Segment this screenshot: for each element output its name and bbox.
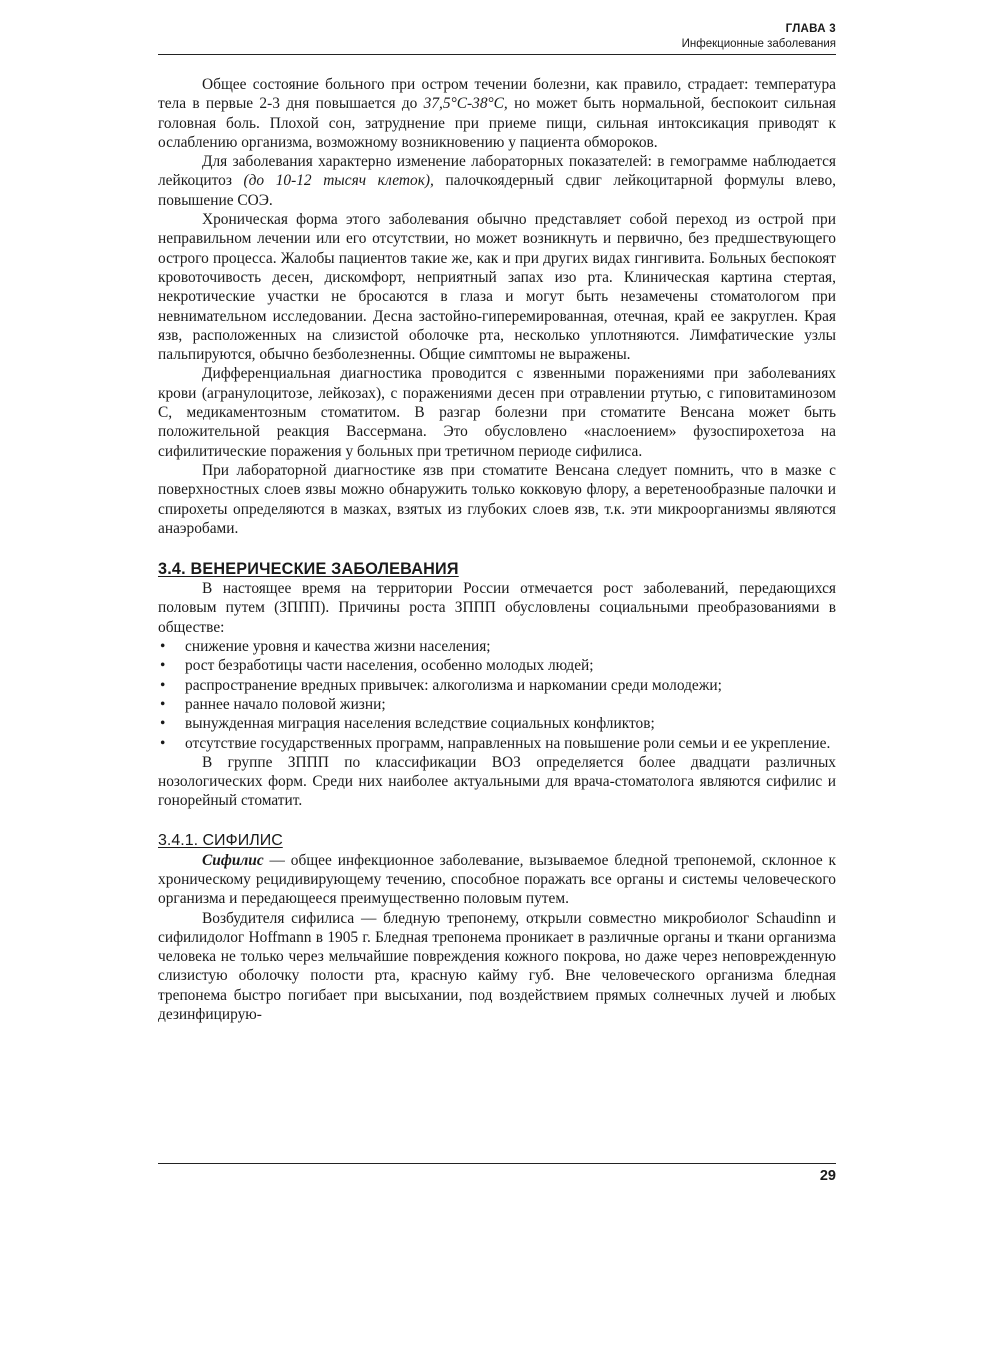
list-item [158, 656, 836, 675]
header-rule [158, 54, 836, 55]
paragraph-text: — общее инфекционное заболевание, вызываемое бледной трепонемой, склонное к хроническому рецидивирующему течению, способное поражать все органы и системы человеческого организма и передающееся преимущественно половым путем. [158, 851, 836, 908]
paragraph: При лабораторной диагностике язв при стоматите Венсана следует помнить, что в мазке с поверхностных слоев язвы можно обнаружить только кокковую флору, а веретенообразные палочки и спирохеты определяются в мазках, взятых из глубоких слоев язв, т.к. эти микроорганизмы являются анаэробами. [158, 461, 836, 537]
paragraph-text: Общее состояние больного при остром течении болезни, как правило, страдает: температура тела в первые 2-3 дня повышается до [158, 76, 836, 113]
subsection-heading-3-4-1: 3.4.1. СИФИЛИС [158, 831, 283, 849]
page-number: 29 [819, 1168, 836, 1184]
paragraph-text: Для заболевания характерно изменение лабораторных показателей: в гемограмме наблюдается лейкоцитоз [158, 153, 836, 190]
list-item-text: снижение уровня и качества жизни населения; [185, 638, 491, 656]
leukocyte-count: (до 10-12 тысяч клеток), [243, 172, 434, 190]
list-item [158, 695, 836, 714]
paragraph: Дифференциальная диагностика проводится с язвенными поражениями при заболеваниях крови (агранулоцитозе, лейкозах), с поражениями десен при отравлении ртутью, с гиповитаминозом С, медикаментозным стоматитом. В разгар болезни при стоматите Венсана может быть положительной реакция Вассермана. Это обусловлено «наслоением» фузоспирохетоза на сифилитические поражения у больных при третичном периоде сифилиса. [158, 365, 836, 460]
bullet-marker: • [160, 657, 166, 675]
list-item [158, 676, 836, 695]
list-item-text: раннее начало половой жизни; [185, 695, 386, 713]
paragraph: Хроническая форма этого заболевания обычно представляет собой переход из острой при неправильном лечении или его отсутствии, но может возникнуть и первично, без предшествующего острого процесса. Жалобы пациентов такие же, как и при других видах гингивита. Больных беспокоят кровоточивость десен, дискомфорт, неприятный запах изо рта. Клиническая картина стертая, некротические участки не бросаются в глаза и могут быть незамечены стоматологом при невнимательном исследовании. Десна застойно-гиперемированная, отечная, край ее закруглен. Края язв, расположенных на слизистой оболочке рта, несколько уплотняются. Лимфатические узлы пальпируются, обычно безболезненны. Общие симптомы не выражены. [158, 211, 836, 364]
paragraph-text: но может быть нормальной, беспокоит сильная головная боль. Плохой сон, затруднение при приеме пищи, сильная интоксикация приводят к ослаблению организма, возможному возникновению у пациента обмороков. [158, 95, 836, 151]
bullet-marker: • [160, 695, 166, 713]
running-header [682, 22, 836, 52]
list-item-text: вынужденная миграция населения вследствие социальных конфликтов; [185, 715, 655, 733]
paragraph: В группе ЗППП по классификации ВОЗ определяется более двадцати различных нозологических форм. Среди них наиболее актуальными для врача-стоматолога являются сифилис и гонорейный стоматит. [158, 753, 836, 810]
footer-rule [158, 1163, 836, 1164]
chapter-title: Инфекционные заболевания [681, 38, 836, 50]
list-item-text: рост безработицы части населения, особенно молодых людей; [185, 657, 594, 675]
defined-term: Сифилис [202, 851, 264, 869]
paragraph [158, 851, 836, 909]
list-item [158, 637, 836, 656]
temperature-range: 37,5°С-38°С, [423, 95, 508, 113]
list-item-text: отсутствие государственных программ, направленных на повышение роли семьи и ее укрепление. [185, 734, 831, 752]
bullet-list [158, 637, 836, 753]
list-item [158, 734, 836, 753]
bullet-marker: • [160, 676, 166, 694]
chapter-label: ГЛАВА 3 [785, 23, 836, 35]
list-item [158, 714, 836, 733]
paragraph [158, 75, 836, 152]
page-body [158, 75, 836, 1024]
paragraph [158, 152, 836, 210]
paragraph: В настоящее время на территории России отмечается рост заболеваний, передающихся половым путем (ЗППП). Причины роста ЗППП обусловлены социальными преобразованиями в обществе: [158, 580, 836, 636]
section-heading-3-4: 3.4. ВЕНЕРИЧЕСКИЕ ЗАБОЛЕВАНИЯ [158, 560, 459, 579]
paragraph-text: палочкоядерный сдвиг лейкоцитарной формулы влево, повышение СОЭ. [158, 172, 836, 209]
bullet-marker: • [160, 734, 166, 752]
list-item-text: распространение вредных привычек: алкоголизма и наркомании среди молодежи; [185, 676, 722, 694]
paragraph: Возбудителя сифилиса — бледную трепонему, открыли совместно микробиолог Schaudinn и сифилидолог Hoffmann в 1905 г. Бледная трепонема проникает в различные органы и ткани организма человека не только через мельчайшие повреждения кожного покрова, но даже через неповрежденную слизистую оболочку полости рта, красную кайму губ. Вне человеческого организма бледная трепонема быстро погибает при высыхании, под воздействием прямых солнечных лучей и любых дезинфицирую- [158, 909, 836, 1024]
bullet-marker: • [160, 715, 166, 733]
bullet-marker: • [160, 638, 166, 656]
